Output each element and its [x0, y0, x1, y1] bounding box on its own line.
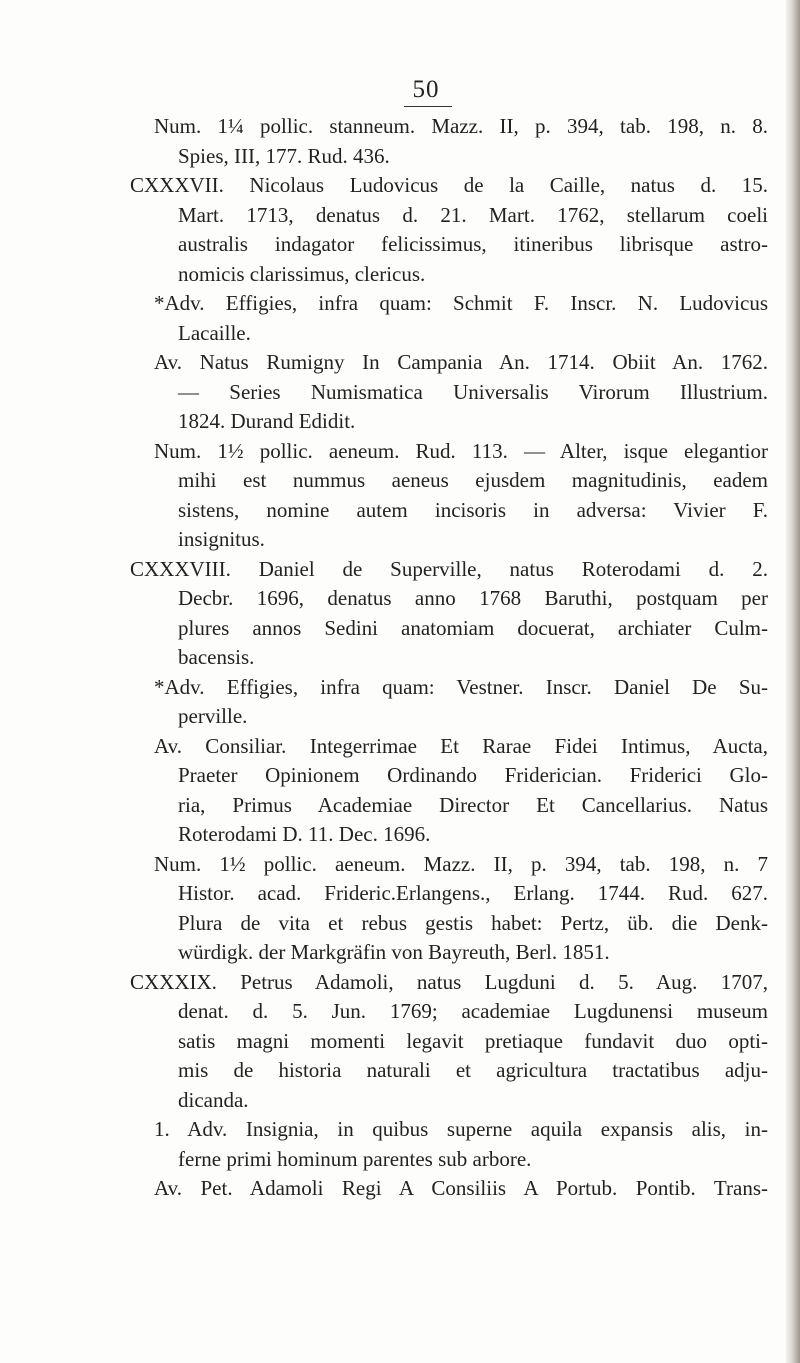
text-line: 1. Adv. Insignia, in quibus superne aquila expansis alis, in-	[154, 1117, 768, 1141]
text-line: würdigk. der Markgräfin von Bayreuth, Berl. 1851.	[178, 940, 610, 964]
text-line: Av. Natus Rumigny In Campania An. 1714. Obiit An. 1762.	[154, 350, 768, 374]
text-body	[130, 112, 768, 1204]
text-line: ferne primi hominum parentes sub arbore.	[178, 1146, 532, 1171]
text-line: ria, Primus Academiae Director Et Cancellarius. Natus	[178, 792, 768, 817]
text-line: Lacaille.	[178, 320, 251, 345]
text-line: *Adv. Effigies, infra quam: Schmit F. Inscr. N. Ludovicus	[154, 291, 768, 315]
text-line: denat. d. 5. Jun. 1769; academiae Lugdunensi museum	[178, 999, 768, 1023]
text-line: dicanda.	[178, 1087, 249, 1112]
text-line: Av. Pet. Adamoli Regi A Consiliis A Portub. Pontib. Trans-	[154, 1176, 768, 1200]
text-line: Num. 1½ pollic. aeneum. Rud. 113. — Alter, isque elegantior	[154, 438, 768, 463]
text-line: Decbr. 1696, denatus anno 1768 Baruthi, postquam per	[178, 586, 768, 610]
text-line: mihi est nummus aeneus ejusdem magnitudinis, eadem	[178, 468, 768, 492]
text-line: CXXXVII. Nicolaus Ludovicus de la Caille, natus d. 15.	[130, 173, 768, 197]
text-line: Spies, III, 177. Rud. 436.	[178, 143, 390, 168]
text-line: Praeter Opinionem Ordinando Friderician. Friderici Glo-	[178, 763, 768, 787]
text-line: insignitus.	[178, 527, 265, 551]
text-line: Roterodami D. 11. Dec. 1696.	[178, 822, 431, 846]
text-line: CXXXIX. Petrus Adamoli, natus Lugduni d. 5. Aug. 1707,	[130, 969, 768, 994]
text-line: Histor. acad. Frideric.Erlangens., Erlang. 1744. Rud. 627.	[178, 881, 768, 905]
text-line: Plura de vita et rebus gestis habet: Pertz, üb. die Denk-	[178, 910, 768, 935]
text-line: australis indagator felicissimus, itineribus librisque astro-	[178, 232, 768, 256]
page-number: 50	[404, 76, 448, 104]
text-line: nomicis clarissimus, clericus.	[178, 261, 426, 286]
text-line: plures annos Sedini anatomiam docuerat, archiater Culm-	[178, 615, 768, 640]
text-line: satis magni momenti legavit pretiaque fundavit duo opti-	[178, 1028, 768, 1053]
text-line: — Series Numismatica Universalis Virorum Illustrium.	[178, 379, 768, 404]
text-line: Av. Consiliar. Integerrimae Et Rarae Fidei Intimus, Aucta,	[154, 733, 768, 758]
text-line: *Adv. Effigies, infra quam: Vestner. Inscr. Daniel De Su-	[154, 674, 768, 699]
page-edge-shadow	[786, 0, 800, 1363]
text-line: Num. 1¼ pollic. stanneum. Mazz. II, p. 394, tab. 198, n. 8.	[154, 114, 768, 138]
text-line: mis de historia naturali et agricultura tractatibus adju-	[178, 1058, 768, 1082]
text-line: 1824. Durand Edidit.	[178, 409, 356, 433]
text-line: CXXXVIII. Daniel de Superville, natus Roterodami d. 2.	[130, 556, 768, 581]
text-line: bacensis.	[178, 645, 255, 669]
text-line: Mart. 1713, denatus d. 21. Mart. 1762, stellarum coeli	[178, 202, 768, 227]
text-line: Num. 1½ pollic. aeneum. Mazz. II, p. 394, tab. 198, n. 7	[154, 851, 768, 876]
text-line: perville.	[178, 704, 248, 728]
text-line: sistens, nomine autem incisoris in adversa: Vivier F.	[178, 497, 768, 522]
